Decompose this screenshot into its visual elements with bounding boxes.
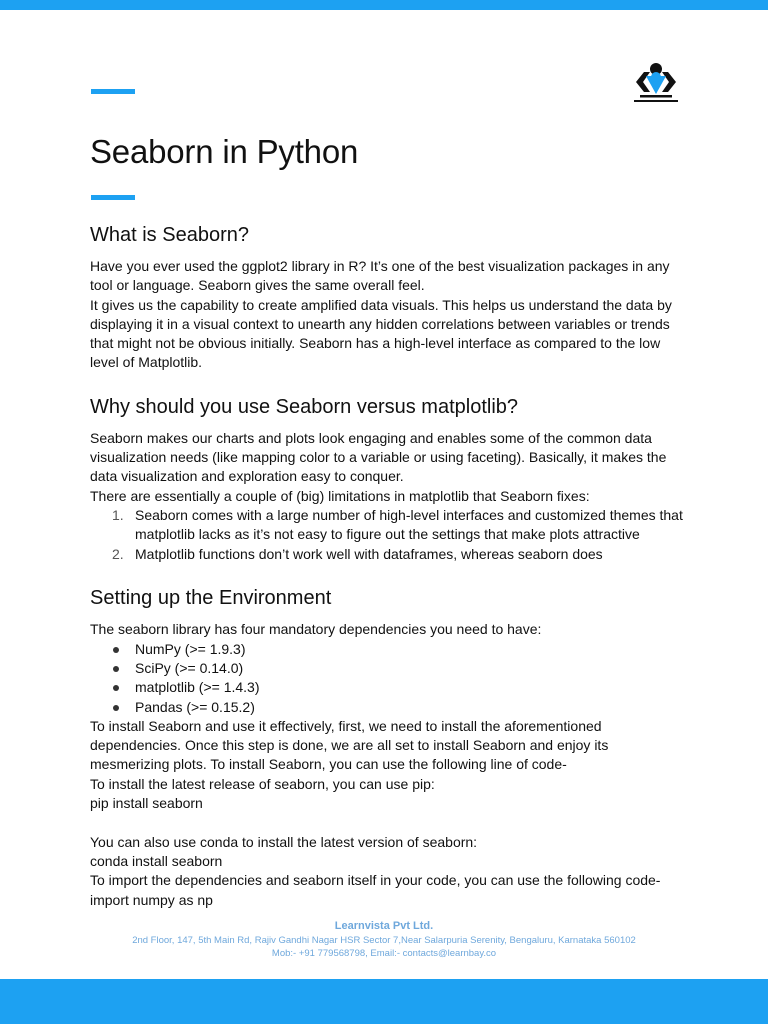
dependency-text: SciPy (>= 0.14.0) — [135, 659, 244, 676]
list-item — [90, 506, 690, 545]
footer-contact: Mob:- +91 779568798, Email:- contacts@learnbay.co — [271, 948, 497, 959]
page-title: Seaborn in Python — [90, 133, 359, 170]
footer-company: Learnvista Pvt Ltd. — [334, 920, 434, 932]
text-line: dependencies. Once this step is done, we are all set to install Seaborn and enjoy its — [90, 737, 609, 754]
setup-paragraph — [90, 620, 690, 639]
bottom-accent-bar — [0, 979, 768, 1024]
text-line: It gives us the capability to create amplified data visuals. This helps us understand the data by — [90, 296, 672, 313]
text-line: Seaborn comes with a large number of high-level interfaces and customized themes that — [135, 506, 683, 523]
footer — [0, 919, 768, 960]
text-line: that might not be obvious initially. Seaborn has a high-level interface as compared to the low — [90, 335, 661, 352]
section-heading-what-is-seaborn: What is Seaborn? — [90, 224, 249, 246]
title-accent-line-bottom — [91, 195, 135, 200]
list-number: 1. — [112, 506, 124, 523]
list-item — [90, 640, 690, 659]
text-line: visualization needs (like mapping color to a variable or using faceting). Basically, it makes the — [90, 449, 667, 466]
section-heading-setting-up: Setting up the Environment — [90, 587, 332, 610]
bullet-icon — [113, 666, 119, 672]
dependency-text: Pandas (>= 0.15.2) — [135, 698, 255, 715]
learnbay-logo-icon — [632, 60, 680, 106]
text-line: matplotlib lacks as it’s not easy to figure out the settings that make plots attractive — [135, 526, 640, 543]
text-line: Have you ever used the ggplot2 library in R? It’s one of the best visualization packages in any — [90, 258, 670, 274]
text-line: The seaborn library has four mandatory dependencies you need to have: — [90, 621, 542, 638]
dependencies-list — [90, 640, 690, 717]
text-line: Seaborn makes our charts and plots look engaging and enables some of the common data — [90, 429, 652, 446]
code-line: pip install seaborn — [90, 795, 203, 812]
text-line: level of Matplotlib. — [90, 354, 203, 371]
limitations-list — [90, 506, 690, 564]
list-item — [90, 678, 690, 697]
title-accent-line-top — [91, 89, 135, 94]
text-line: mesmerizing plots. To install Seaborn, you can use the following line of code- — [90, 756, 567, 773]
dependency-text: NumPy (>= 1.9.3) — [135, 640, 246, 657]
what-paragraph — [90, 257, 690, 373]
code-line: conda install seaborn — [90, 852, 223, 869]
text-line: Matplotlib functions don’t work well with dataframes, whereas seaborn does — [135, 546, 603, 563]
list-item — [90, 698, 690, 717]
bullet-icon — [113, 685, 119, 691]
text-line: To install the latest release of seaborn, you can use pip: — [90, 775, 435, 792]
top-accent-bar — [0, 0, 768, 10]
list-item — [90, 659, 690, 678]
section-heading-why-seaborn: Why should you use Seaborn versus matplotlib? — [90, 395, 519, 418]
list-item — [90, 545, 690, 564]
bullet-icon — [113, 647, 119, 653]
install-paragraph — [90, 717, 690, 910]
text-line: To install Seaborn and use it effectively, first, we need to install the aforementioned — [90, 717, 602, 734]
text-line: tool or language. Seaborn gives the same overall feel. — [90, 277, 425, 294]
list-number: 2. — [112, 546, 124, 563]
dependency-text: matplotlib (>= 1.4.3) — [135, 679, 260, 696]
footer-address: 2nd Floor, 147, 5th Main Rd, Rajiv Gandhi Nagar HSR Sector 7,Near Salarpuria Serenity, Bengaluru, Karnataka 560102 — [132, 935, 636, 946]
text-line: There are essentially a couple of (big) limitations in matplotlib that Seaborn fixes: — [90, 487, 590, 504]
code-line: import numpy as np — [90, 891, 213, 908]
bullet-icon — [113, 705, 119, 711]
text-line: You can also use conda to install the latest version of seaborn: — [90, 833, 478, 850]
why-paragraph — [90, 429, 690, 506]
blank-line — [90, 813, 690, 832]
text-line: displaying it in a visual context to unearth any hidden correlations between variables or trends — [90, 315, 670, 332]
document-body — [90, 132, 690, 910]
text-line: data visualization and exploration easy to conquer. — [90, 468, 404, 485]
text-line: To import the dependencies and seaborn itself in your code, you can use the following code- — [90, 872, 661, 889]
